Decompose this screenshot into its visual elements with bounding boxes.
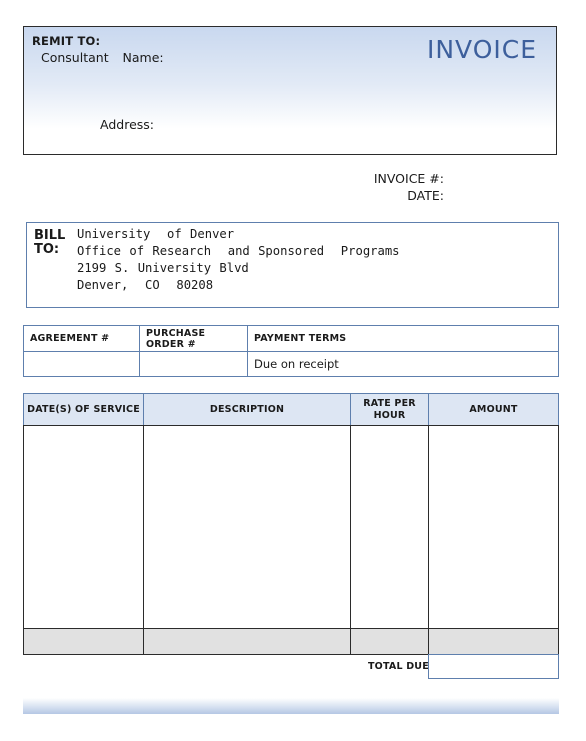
- agreement-number-header: AGREEMENT #: [24, 326, 140, 352]
- amount-cell[interactable]: [429, 426, 559, 629]
- address-label: Address:: [100, 117, 154, 132]
- bill-to-address: [77, 226, 400, 294]
- agreement-table: [23, 325, 559, 377]
- purchase-order-cell[interactable]: [140, 352, 248, 377]
- invoice-number-label: INVOICE #:: [373, 171, 444, 186]
- service-entry-row: [24, 426, 559, 629]
- service-header-row: [24, 394, 559, 426]
- bill-to-line: Office of Research and Sponsored Programs: [77, 244, 400, 258]
- agreement-header-row: [24, 326, 559, 352]
- bill-to-label: [34, 229, 66, 257]
- rate-per-hour-header: RATE PER HOUR: [351, 394, 429, 426]
- total-due-label: TOTAL DUE: [368, 661, 429, 672]
- payment-terms-header: PAYMENT TERMS: [248, 326, 559, 352]
- description-header: DESCRIPTION: [144, 394, 351, 426]
- bill-to-line: 2199 S. University Blvd: [77, 261, 249, 275]
- bill-to-line: University of Denver: [77, 227, 235, 241]
- payment-terms-cell[interactable]: Due on receipt: [248, 352, 559, 377]
- bill-to-box: [26, 222, 559, 308]
- subtotal-cell: [429, 629, 559, 655]
- remit-to-box: [23, 26, 557, 155]
- rate-per-hour-cell[interactable]: [351, 426, 429, 629]
- bill-to-label-line2: TO:: [34, 242, 60, 257]
- agreement-number-cell[interactable]: [24, 352, 140, 377]
- consultant-name-label: Consultant Name:: [41, 50, 164, 65]
- purchase-order-header: PURCHASE ORDER #: [140, 326, 248, 352]
- amount-header: AMOUNT: [429, 394, 559, 426]
- remit-to-label: REMIT TO:: [32, 34, 101, 48]
- bill-to-line: Denver, CO 80208: [77, 278, 214, 292]
- description-cell[interactable]: [144, 426, 351, 629]
- subtotal-cell: [351, 629, 429, 655]
- dates-of-service-cell[interactable]: [24, 426, 144, 629]
- subtotal-row: [24, 629, 559, 655]
- service-table: [23, 393, 559, 655]
- subtotal-cell: [24, 629, 144, 655]
- subtotal-cell: [144, 629, 351, 655]
- agreement-value-row: [24, 352, 559, 377]
- bill-to-label-line1: BILL: [34, 228, 66, 243]
- invoice-title: INVOICE: [426, 35, 537, 64]
- dates-of-service-header: DATE(S) OF SERVICE: [24, 394, 144, 426]
- total-due-field[interactable]: [428, 654, 559, 679]
- date-label: DATE:: [407, 188, 444, 203]
- footer-bar: [23, 698, 559, 714]
